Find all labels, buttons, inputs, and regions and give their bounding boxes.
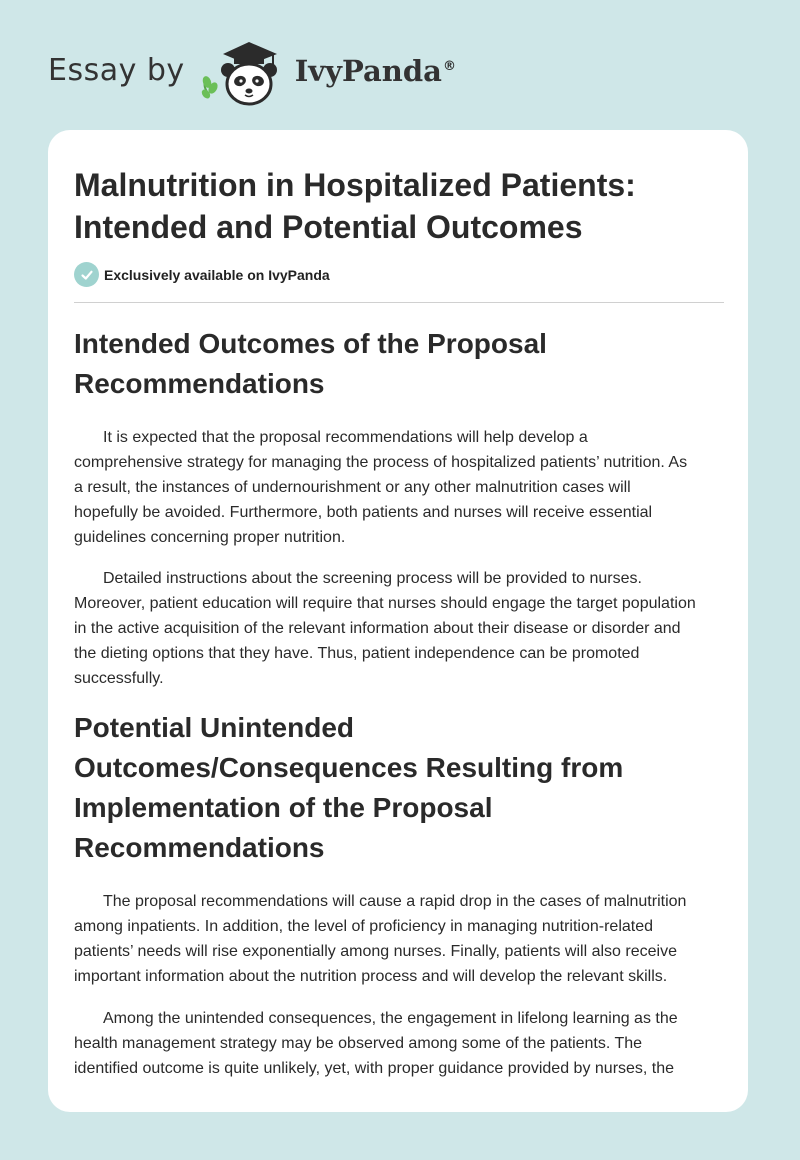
paragraph: The proposal recommendations will cause a rapid drop in the cases of malnutrition among inpatients. In addition, the level of proficiency in managing nutrition-related patients’ needs will rise exponentially among nurses. Finally, patients will also receive important information about the nutrition process and will develop the relevant skills.: [74, 893, 687, 985]
brand-name[interactable]: IvyPanda®: [294, 54, 456, 88]
essay-by-label: Essay by: [48, 52, 185, 88]
check-circle-icon: [74, 262, 99, 287]
site-header: [48, 36, 456, 108]
paragraph: Among the unintended consequences, the engagement in lifelong learning as the health management strategy may be observed among some of the patients. The identified outcome is quite unlikely, yet, with proper guidance provided by nurses, the: [74, 1010, 678, 1077]
page-title: Malnutrition in Hospitalized Patients: Intended and Potential Outcomes: [74, 167, 636, 245]
exclusive-label: Exclusively available on IvyPanda: [104, 266, 330, 283]
paragraph: Detailed instructions about the screening process will be provided to nurses. Moreover, patient education will require that nurses should engage the target population in the active acquisition of the relevant information about their disease or disorder and the dieting options that they have. Thus, patient independence can be promoted successfully.: [74, 570, 696, 687]
exclusive-badge: [74, 262, 330, 287]
article-card: [48, 130, 748, 1112]
panda-graduate-logo-icon[interactable]: [199, 36, 289, 108]
section-heading-intended: Intended Outcomes of the Proposal Recommendations: [74, 328, 547, 399]
paragraph: It is expected that the proposal recommendations will help develop a comprehensive strategy for managing the process of hospitalized patients’ nutrition. As a result, the instances of undernourishment or any other malnutrition cases will hopefully be avoided. Furthermore, both patients and nurses will receive essential guidelines concerning proper nutrition.: [74, 429, 688, 546]
divider: [74, 302, 724, 303]
section-heading-unintended: Potential Unintended Outcomes/Consequences Resulting from Implementation of the Proposal Recommendations: [74, 712, 624, 863]
